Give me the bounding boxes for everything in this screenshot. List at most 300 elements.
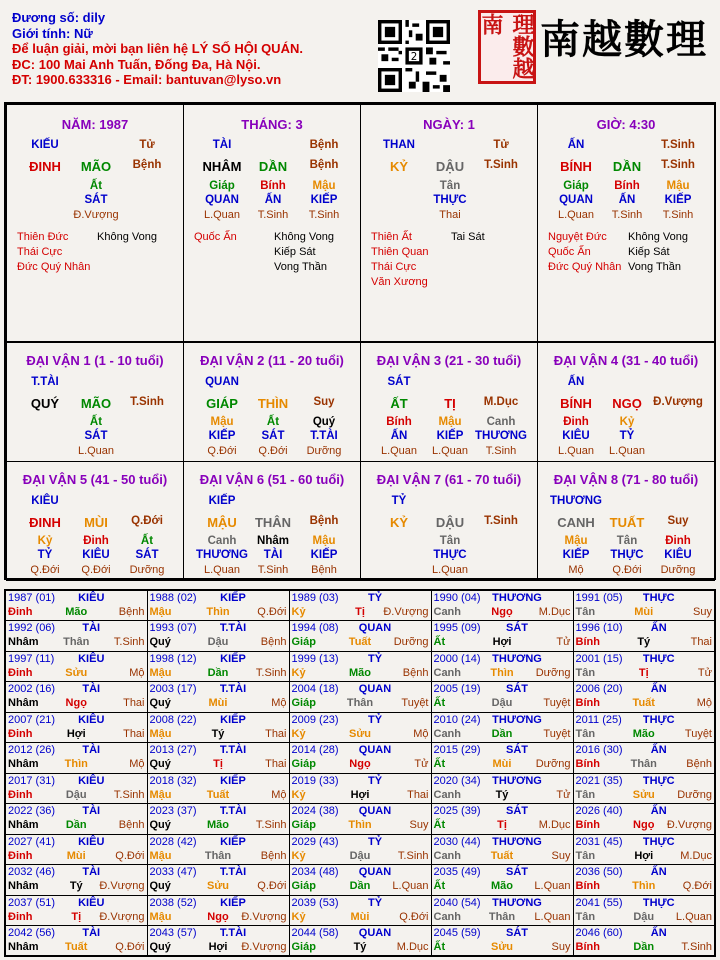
year-label: 1992 (06) [8, 622, 56, 634]
year-phase: M.Dục [396, 941, 429, 953]
year-cell-content [8, 865, 145, 893]
year-god: TÀI [82, 744, 101, 756]
year-cell-content [150, 865, 287, 893]
hidden-position: L.Quan [431, 445, 469, 457]
daivan-phase: M.Dục [483, 396, 519, 408]
year-phase: Mộ [413, 727, 429, 740]
year-label: 2023 (37) [149, 805, 197, 817]
star-inauspicious: Kiếp Sát [274, 246, 316, 258]
year-branch: Mão [207, 819, 229, 831]
hidden-stem: Đinh [563, 416, 589, 428]
year-branch: Mão [491, 880, 513, 892]
year-phase: Q.Đới [115, 849, 145, 862]
year-branch: Tuất [206, 788, 230, 801]
year-cell-content [150, 743, 287, 771]
hidden-position: Q.Đới [612, 564, 642, 576]
year-cell-content [292, 774, 429, 802]
year-cell-content [150, 926, 287, 954]
daivan-title: ĐẠI VẬN 6 (51 - 60 tuổi) [199, 472, 345, 487]
year-stem: Bính [575, 758, 600, 770]
year-cell-content [434, 621, 571, 649]
year-label: 2045 (59) [433, 927, 481, 939]
hidden-position: Dưỡng [660, 564, 696, 576]
year-cell [5, 895, 147, 926]
year-stem: Đinh [8, 849, 33, 862]
year-cell-content [576, 591, 713, 619]
year-god: T.TÀI [219, 744, 247, 756]
year-label: 2013 (27) [149, 744, 197, 756]
year-label: 2035 (49) [433, 866, 481, 878]
year-phase: Bệnh [260, 849, 287, 862]
year-phase: Dưỡng [677, 788, 712, 801]
year-phase: Tử [556, 788, 571, 801]
year-branch: Thìn [206, 606, 230, 618]
year-phase: Thai [407, 788, 429, 801]
hidden-stem: Kỷ [37, 535, 53, 547]
year-label: 2039 (53) [291, 896, 339, 909]
year-branch: Dần [65, 819, 87, 831]
year-label: 2038 (52) [149, 896, 197, 909]
year-cell [289, 834, 431, 865]
star-auspicious: Thiên Quan [371, 246, 429, 258]
pillar-life-phase: Bệnh [309, 139, 339, 151]
year-label: 2006 (20) [575, 683, 623, 695]
year-cell [147, 865, 289, 896]
hidden-god: KIÊU [562, 430, 590, 442]
pillar-cell [360, 104, 538, 342]
year-branch: Hợi [492, 636, 512, 648]
hidden-stem: Ất [140, 535, 154, 547]
year-label: 2011 (25) [575, 713, 622, 726]
year-god: THỰC [642, 896, 675, 909]
year-cell [431, 926, 573, 957]
year-god: THƯƠNG [492, 774, 542, 787]
year-stem: Canh [433, 788, 461, 801]
hidden-stem: Canh [207, 535, 237, 547]
year-phase: Tuyệt [684, 727, 712, 740]
year-cell-content [8, 896, 145, 924]
year-cell [5, 743, 147, 774]
year-label: 2000 (14) [433, 652, 481, 665]
hidden-stem: Tân [616, 535, 638, 547]
year-cell [5, 651, 147, 682]
year-row [5, 804, 715, 835]
daivan-cell [6, 342, 184, 462]
address: ĐC: 100 Mai Anh Tuấn, Đống Đa, Hà Nội. [12, 56, 261, 72]
hidden-stem: Mậu [438, 416, 462, 428]
year-god: SÁT [506, 744, 528, 756]
hidden-stem: Giáp [563, 180, 589, 192]
star-auspicious: Thái Cực [17, 246, 63, 258]
pillar-stem-god: THAN [383, 139, 415, 151]
year-phase: Thai [265, 727, 287, 740]
daivan-title: ĐẠI VẬN 5 (41 - 50 tuổi) [22, 472, 168, 487]
year-god: T.TÀI [219, 622, 247, 634]
year-cell [289, 895, 431, 926]
year-cell [289, 743, 431, 774]
year-label: 2003 (17) [149, 683, 197, 695]
year-stem: Bính [575, 941, 600, 953]
year-god: SÁT [506, 683, 528, 695]
star-auspicious: Quốc Ấn [548, 246, 591, 258]
year-god: T.TÀI [219, 866, 247, 878]
year-cell-content [150, 682, 287, 710]
year-cell [5, 773, 147, 804]
year-god: T.TÀI [219, 927, 247, 939]
hidden-position: T.Sinh [257, 209, 289, 221]
year-stem: Giáp [291, 697, 316, 709]
daivan-branch: DẬU [435, 515, 465, 530]
year-cell [147, 834, 289, 865]
year-god: KIẾP [220, 592, 246, 604]
daivan-title: ĐẠI VẬN 2 (11 - 20 tuổi) [200, 353, 344, 368]
year-god: T.TÀI [219, 683, 247, 695]
year-god: ẤN [650, 683, 667, 695]
year-cell [147, 773, 289, 804]
year-stem: Quý [149, 819, 171, 831]
year-stem: Nhâm [8, 819, 39, 831]
year-phase: Q.Đới [682, 880, 712, 892]
year-god: KIÊU [78, 774, 105, 787]
year-stem: Mậu [149, 910, 172, 923]
hidden-stem: Tân [439, 180, 461, 192]
hidden-position: T.Sinh [662, 209, 694, 221]
year-god: THƯƠNG [492, 592, 542, 604]
year-stem: Mậu [149, 606, 172, 618]
year-cell-content [8, 591, 145, 619]
year-cell [147, 621, 289, 652]
hidden-god: QUAN [205, 194, 239, 206]
daivan-cell [537, 461, 715, 581]
pillar-title: THÁNG: 3 [241, 117, 303, 132]
year-branch: Tị [638, 666, 649, 679]
year-god: TỶ [367, 713, 383, 726]
hidden-stem: Ất [266, 416, 280, 428]
year-cell [573, 621, 715, 652]
year-row [5, 865, 715, 896]
star-inauspicious: Vong Thần [628, 261, 682, 273]
year-row [5, 712, 715, 743]
year-phase: Q.Đới [257, 606, 287, 618]
year-god: TỶ [367, 896, 383, 909]
hidden-stem: Mậu [312, 180, 336, 192]
year-cell-content [292, 865, 429, 893]
year-branch: Sửu [348, 727, 372, 740]
star-inauspicious: Không Vong [97, 231, 157, 243]
year-god: ẤN [650, 744, 667, 756]
year-label: 2032 (46) [8, 866, 56, 878]
year-branch: Thân [204, 849, 232, 862]
year-phase: Bệnh [260, 636, 287, 648]
hidden-god: THỰC [433, 549, 467, 561]
year-stem: Tân [575, 666, 596, 679]
year-stem: Quý [149, 636, 171, 648]
daivan-branch: THÌN [257, 396, 289, 411]
year-god: TỶ [367, 774, 383, 787]
year-stem: Bính [575, 697, 600, 709]
hidden-position: T.Sinh [611, 209, 643, 221]
year-god: ẤN [650, 866, 667, 878]
year-stem: Đinh [8, 606, 33, 618]
year-cell [431, 743, 573, 774]
year-cell-content [8, 835, 145, 863]
year-label: 1996 (10) [575, 622, 623, 634]
chart-grid [4, 102, 716, 580]
daivan-phase: Đ.Vượng [653, 396, 703, 408]
year-cell [147, 926, 289, 957]
pillar-stem: BÍNH [560, 159, 592, 174]
year-label: 1988 (02) [149, 592, 197, 604]
year-label: 2019 (33) [291, 774, 339, 787]
year-phase: Q.Đới [257, 880, 287, 892]
year-branch: Tuất [632, 697, 655, 709]
year-stem: Kỷ [291, 849, 306, 862]
hidden-stem: Mậu [210, 416, 234, 428]
year-cell-content [434, 591, 571, 619]
year-stem: Ất [433, 880, 446, 892]
daivan-stem-god: T.TÀI [31, 376, 59, 388]
pillar-life-phase: T.Sinh [661, 139, 695, 151]
year-phase: Q.Đới [399, 910, 429, 923]
hidden-position: T.Sinh [257, 564, 289, 576]
year-label: 2029 (43) [291, 835, 339, 848]
year-stem: Canh [433, 910, 461, 923]
year-cell [431, 773, 573, 804]
year-phase: T.Sinh [255, 819, 287, 831]
year-label: 1993 (07) [149, 622, 197, 634]
year-cell [147, 651, 289, 682]
year-god: TỶ [367, 652, 383, 665]
year-stem: Quý [149, 697, 171, 709]
year-label: 1998 (12) [149, 652, 197, 665]
hidden-god: TÀI [263, 549, 283, 561]
gender: Giới tính: Nữ [12, 25, 93, 41]
hidden-god: THƯƠNG [196, 549, 248, 561]
year-stem: Mậu [149, 666, 172, 679]
year-cell-content [434, 865, 571, 893]
pillar-life-phase: Tử [139, 139, 155, 151]
year-cell-content [292, 926, 429, 954]
year-stem: Quý [149, 880, 171, 892]
year-phase: L.Quan [392, 880, 429, 892]
hidden-position: L.Quan [557, 209, 595, 221]
pillar-title: NGÀY: 1 [423, 117, 475, 132]
pillar-stem-god: TÀI [212, 139, 232, 151]
year-label: 2040 (54) [433, 896, 481, 909]
year-cell [289, 590, 431, 621]
year-label: 2046 (60) [575, 927, 623, 939]
year-cell [5, 834, 147, 865]
header [0, 0, 720, 100]
hidden-god: SÁT [84, 194, 108, 206]
year-phase: Bệnh [402, 666, 429, 679]
year-label: 2042 (56) [8, 927, 56, 939]
year-label: 2004 (18) [291, 683, 339, 695]
daivan-stem-god: ẤN [567, 376, 585, 388]
year-cell [5, 682, 147, 713]
year-phase: T.Sinh [255, 666, 287, 679]
year-god: TÀI [82, 683, 101, 695]
year-god: TÀI [82, 866, 101, 878]
year-cell [573, 682, 715, 713]
year-stem: Tân [575, 849, 596, 862]
year-cell-content [150, 896, 287, 924]
year-phase: M.Dục [680, 849, 712, 862]
hidden-god: KIẾP [436, 430, 464, 442]
star-auspicious: Văn Xương [371, 276, 428, 288]
daivan-title: ĐẠI VẬN 3 (21 - 30 tuổi) [376, 353, 522, 368]
year-branch: Tý [495, 788, 509, 801]
year-cell-content [434, 926, 571, 954]
year-cell-content [8, 743, 145, 771]
hidden-god: TỶ [37, 549, 53, 561]
year-branch: Thân [630, 758, 657, 770]
year-label: 2026 (40) [575, 805, 623, 817]
year-phase: T.Sinh [113, 636, 145, 648]
daivan-branch: TUẤT [609, 515, 645, 530]
qr-code-icon[interactable] [378, 20, 450, 92]
year-cell [431, 651, 573, 682]
year-cell-content [292, 896, 429, 924]
year-cell-content [434, 896, 571, 924]
year-phase: Bệnh [686, 758, 712, 770]
year-branch: Thìn [348, 819, 372, 831]
year-god: KIÊU [78, 592, 105, 604]
year-god: SÁT [506, 866, 528, 878]
year-label: 1995 (09) [433, 622, 481, 634]
year-cell [431, 682, 573, 713]
year-phase: Dưỡng [535, 666, 571, 679]
year-label: 2025 (39) [433, 805, 481, 817]
hidden-position: Đ.Vượng [73, 209, 119, 221]
year-cell [147, 712, 289, 743]
hidden-position: T.Sinh [485, 445, 517, 457]
star-auspicious: Đức Quý Nhân [548, 261, 622, 273]
year-cell-content [150, 774, 287, 802]
pillar-stem-god: ẤN [567, 139, 585, 151]
year-god: QUAN [358, 805, 392, 817]
year-label: 2017 (31) [8, 774, 56, 787]
daivan-phase: Bệnh [309, 515, 339, 527]
hidden-stem: Đinh [665, 535, 691, 547]
year-phase: Suy [409, 819, 429, 831]
year-label: 2034 (48) [291, 866, 339, 878]
year-branch: Dần [207, 666, 229, 679]
year-phase: Thai [123, 697, 145, 709]
year-row [5, 773, 715, 804]
year-cell [431, 712, 573, 743]
year-cell [5, 712, 147, 743]
year-stem: Ất [433, 636, 446, 648]
year-row [5, 651, 715, 682]
hidden-stem: Quý [312, 416, 336, 428]
hidden-position: Q.Đới [30, 564, 60, 576]
year-god: KIẾP [220, 713, 246, 726]
year-cell [573, 651, 715, 682]
year-label: 1991 (05) [575, 592, 623, 604]
hidden-god: KIẾP [562, 549, 590, 561]
year-stem: Nhâm [8, 758, 39, 770]
year-branch: Sửu [632, 788, 655, 801]
year-stem: Giáp [291, 819, 316, 831]
daivan-stem: ẤT [390, 396, 408, 411]
year-row [5, 682, 715, 713]
pillar-branch: DẦN [258, 159, 288, 174]
hidden-position: Thai [439, 209, 461, 221]
year-row [5, 621, 715, 652]
hidden-position: L.Quan [203, 564, 241, 576]
year-phase: Đ.Vượng [99, 880, 145, 892]
year-label: 1989 (03) [291, 592, 339, 604]
year-stem: Ất [433, 758, 446, 770]
year-stem: Nhâm [8, 636, 39, 648]
year-stem: Bính [575, 819, 600, 831]
year-branch: Sửu [206, 880, 230, 892]
pillar-stem: NHÂM [202, 159, 242, 174]
year-god: SÁT [506, 805, 528, 817]
year-cell [289, 773, 431, 804]
seal-stamp [478, 10, 536, 84]
year-phase: Đ.Vượng [383, 606, 429, 618]
year-label: 2001 (15) [575, 652, 623, 665]
pillar-title: NĂM: 1987 [61, 117, 129, 132]
year-phase: Mộ [129, 666, 145, 679]
daivan-stem: MẬU [207, 515, 237, 530]
hidden-god: KIẾP [310, 549, 338, 561]
hidden-god: KIẾP [208, 430, 236, 442]
year-cell-content [150, 713, 287, 741]
year-cell-content [292, 804, 429, 832]
pillar-branch: DẬU [435, 159, 465, 174]
year-cell-content [150, 621, 287, 649]
year-god: ẤN [650, 622, 667, 634]
pillar-branch-phase: T.Sinh [484, 159, 518, 171]
year-god: THƯƠNG [492, 713, 542, 726]
hidden-god: SÁT [261, 430, 285, 442]
year-branch: Thân [488, 910, 516, 923]
year-stem: Kỷ [291, 727, 306, 740]
year-cell-content [292, 743, 429, 771]
daivan-stem: GIÁP [206, 396, 238, 411]
daivan-branch: MÙI [84, 515, 108, 530]
year-branch: Thìn [632, 880, 656, 892]
pillar-branch-phase: Bệnh [309, 159, 339, 171]
year-cell-content [150, 835, 287, 863]
year-stem: Đinh [8, 910, 33, 923]
year-god: KIÊU [78, 835, 105, 848]
hidden-position: Q.Đới [207, 445, 237, 457]
year-phase: M.Dục [538, 606, 571, 618]
year-god: KIẾP [220, 652, 246, 665]
year-stem: Nhâm [8, 941, 39, 953]
hidden-god: THỰC [433, 194, 467, 206]
daivan-title: ĐẠI VẬN 4 (31 - 40 tuổi) [553, 353, 699, 368]
year-branch: Tị [355, 606, 365, 618]
year-cell [147, 590, 289, 621]
hidden-god: KIẾP [310, 194, 338, 206]
year-cell [5, 926, 147, 957]
pillar-cell [537, 104, 715, 342]
daivan-stem-god: KIẾP [208, 495, 236, 507]
year-branch: Tý [637, 636, 651, 648]
owner-name: Đương số: dily [12, 10, 106, 25]
year-label: 2024 (38) [291, 805, 339, 817]
year-god: THỰC [642, 774, 675, 787]
year-cell-content [576, 835, 713, 863]
year-god: ẤN [650, 805, 667, 817]
hidden-position: L.Quan [557, 445, 595, 457]
year-cell-content [8, 926, 145, 954]
